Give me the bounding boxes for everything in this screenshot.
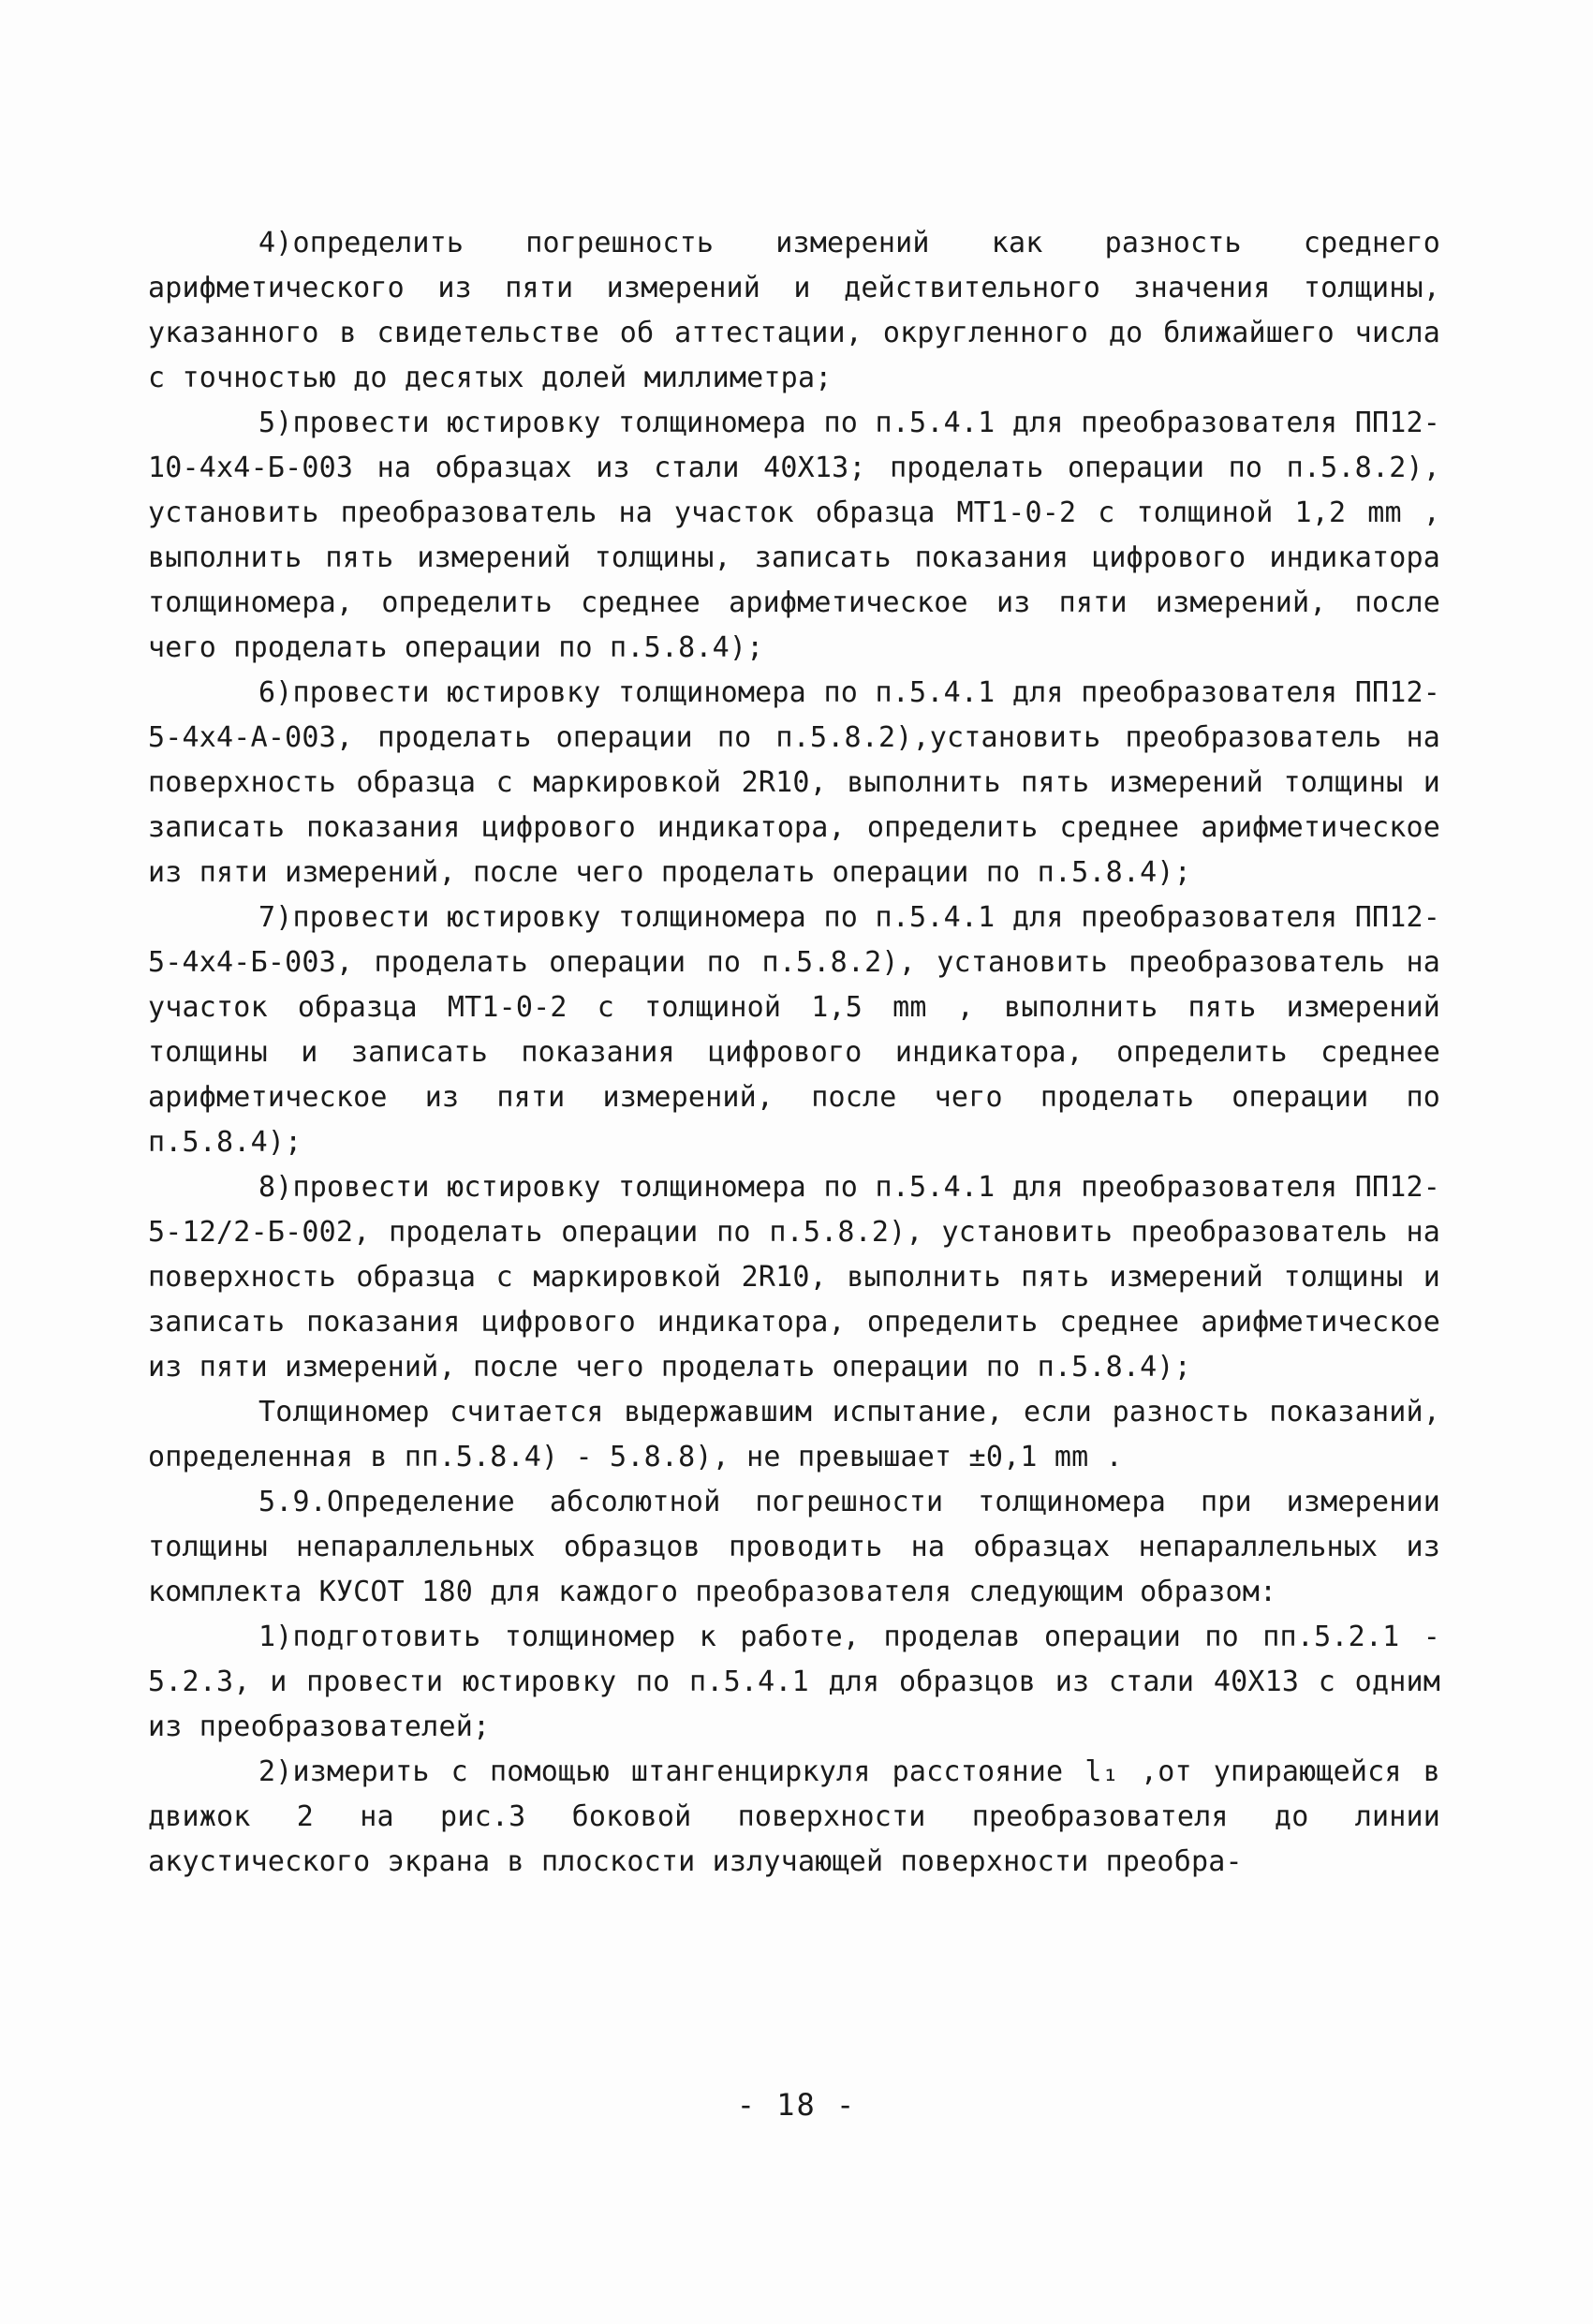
- paragraph-step-2: 2)измерить с помощью штангенциркуля расстояние l₁ ,от упирающейся в движок 2 на рис.3 боковой поверхности преобразователя до линии акустического экрана в плоскости излучающей поверхности преобра-: [148, 1755, 1440, 1878]
- paragraph-step-1: 1)подготовить толщиномер к работе, проделав операции по пп.5.2.1 - 5.2.3, и провести юстировку по п.5.4.1 для образцов из стали 40Х13 с одним из преобразователей;: [148, 1621, 1440, 1743]
- paragraph-item-8: 8)провести юстировку толщиномера по п.5.4.1 для преобразователя ПП12-5-12/2-Б-002, проделать операции по п.5.8.2), установить преобразователь на поверхность образца с маркировкой 2R10, выполнить пять измерений толщины и записать показания цифрового индикатора, определить среднее арифметическое из пяти измерений, после чего проделать операции по п.5.8.4);: [148, 1171, 1440, 1384]
- paragraph-item-6: 6)провести юстировку толщиномера по п.5.4.1 для преобразователя ПП12-5-4х4-А-003, проделать операции по п.5.8.2),установить преобразователь на поверхность образца с маркировкой 2R10, выполнить пять измерений толщины и записать показания цифрового индикатора, определить среднее арифметическое из пяти измерений, после чего проделать операции по п.5.8.4);: [148, 676, 1440, 889]
- page-number: - 18 -: [736, 2087, 857, 2123]
- paragraph-item-7: 7)провести юстировку толщиномера по п.5.4.1 для преобразователя ПП12-5-4х4-Б-003, проделать операции по п.5.8.2), установить преобразователь на участок образца МТ1-0-2 с толщиной 1,5 mm , выполнить пять измерений толщины и записать показания цифрового индикатора, определить среднее арифметическое из пяти измерений, после чего проделать операции по п.5.8.4);: [148, 901, 1440, 1159]
- paragraph-item-5: 5)провести юстировку толщиномера по п.5.4.1 для преобразователя ПП12-10-4х4-Б-003 на образцах из стали 40Х13; проделать операции по п.5.8.2), установить преобразователь на участок образца МТ1-0-2 с толщиной 1,2 mm , выполнить пять измерений толщины, записать показания цифрового индикатора толщиномера, определить среднее арифметическое из пяти измерений, после чего проделать операции по п.5.8.4);: [148, 407, 1440, 664]
- document-body: [148, 221, 1440, 1885]
- paragraph-item-4: 4)определить погрешность измерений как разность среднего арифметического из пяти измерений и действительного значения толщины, указанного в свидетельстве об аттестации, округленного до ближайшего числа с точностью до десятых долей миллиметра;: [148, 227, 1440, 394]
- paragraph-conclusion: Толщиномер считается выдержавшим испытание, если разность показаний, определенная в пп.5.8.4) - 5.8.8), не превышает ±0,1 mm .: [148, 1396, 1440, 1473]
- paragraph-section-5-9: 5.9.Определение абсолютной погрешности толщиномера при измерении толщины непараллельных образцов проводить на образцах непараллельных из комплекта КУСОТ 180 для каждого преобразователя следующим образом:: [148, 1486, 1440, 1608]
